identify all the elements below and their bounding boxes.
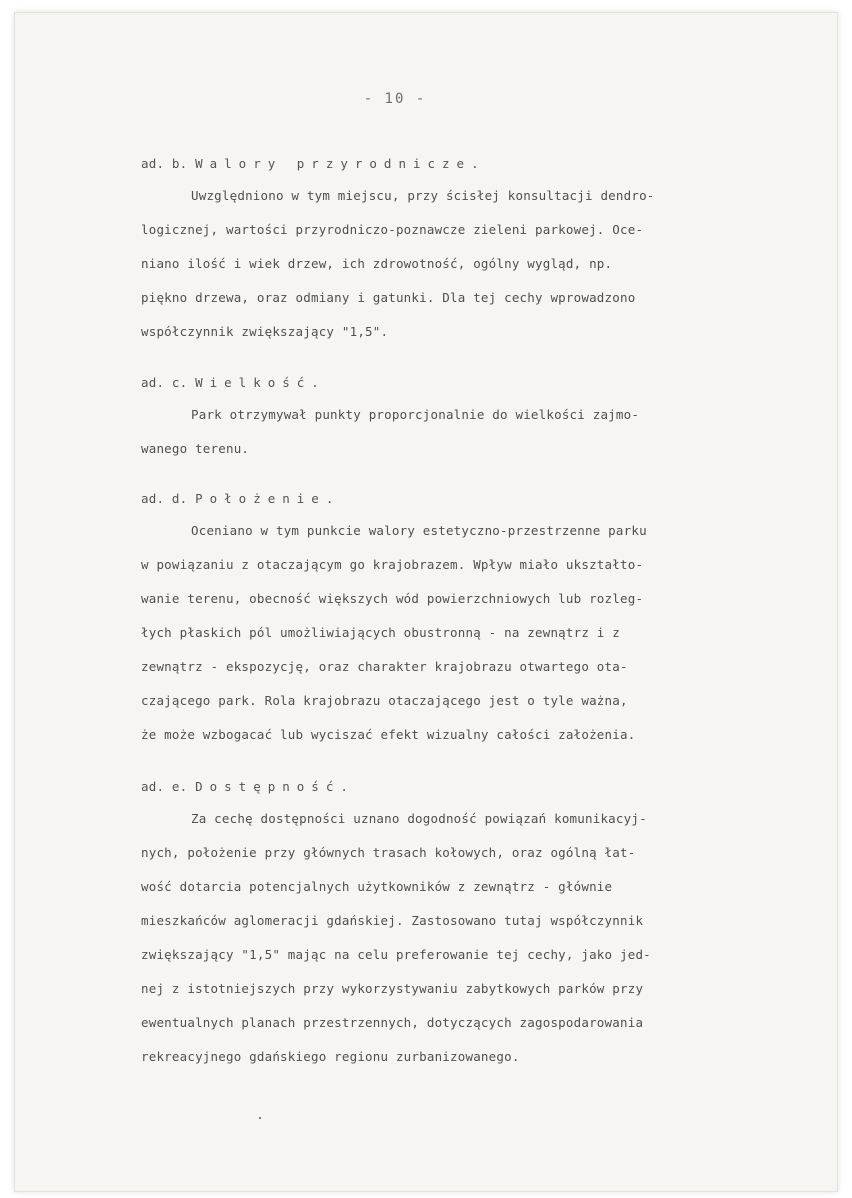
section-b-label: ad. b.	[141, 156, 188, 171]
section-e-line-8: rekreacyjnego gdańskiego regionu zurbanizowanego.	[141, 1049, 520, 1064]
section-d-line-4: łych płaskich pól umożliwiających obustronną - na zewnątrz i z	[141, 625, 620, 640]
section-d-heading	[141, 491, 340, 506]
section-c-title: Wielkość.	[195, 375, 326, 390]
section-e-line-1: Za cechę dostępności uznano dogodność powiązań komunikacyj-	[191, 811, 647, 826]
section-c-heading	[141, 375, 326, 390]
section-e-heading	[141, 779, 355, 794]
section-b-heading	[141, 156, 486, 171]
section-e-line-6: nej z istotniejszych przy wykorzystywaniu zabytkowych parków przy	[141, 981, 644, 996]
section-e-line-7: ewentualnych planach przestrzennych, dotyczących zagospodarowania	[141, 1015, 644, 1030]
section-b-line-5: współczynnik zwiększający "1,5".	[141, 324, 389, 339]
section-b-title: Walory przyrodnicze.	[195, 156, 486, 171]
section-d-line-3: wanie terenu, obecność większych wód powierzchniowych lub rozleg-	[141, 591, 644, 606]
section-c-line-1: Park otrzymywał punkty proporcjonalnie do wielkości zajmo-	[191, 407, 640, 422]
section-d-line-2: w powiązaniu z otaczającym go krajobrazem. Wpływ miało ukształto-	[141, 557, 644, 572]
paper-speck	[259, 1117, 261, 1119]
section-e-line-5: zwiększający "1,5" mając na celu preferowanie tej cechy, jako jed-	[141, 947, 651, 962]
section-e-line-3: wość dotarcia potencjalnych użytkowników z zewnątrz - głównie	[141, 879, 613, 894]
section-e-line-2: nych, położenie przy głównych trasach kołowych, oraz ogólną łat-	[141, 845, 636, 860]
section-c-label: ad. c.	[141, 375, 188, 390]
section-d-line-7: że może wzbogacać lub wyciszać efekt wizualny całości założenia.	[141, 727, 636, 742]
section-b-line-1: Uwzględniono w tym miejscu, przy ścisłej konsultacji dendro-	[191, 188, 655, 203]
section-d-line-1: Oceniano w tym punkcie walory estetyczno-przestrzenne parku	[191, 523, 647, 538]
section-b-line-3: niano ilość i wiek drzew, ich zdrowotność, ogólny wygląd, np.	[141, 256, 613, 271]
document-page	[14, 12, 838, 1192]
page-number: - 10 -	[363, 91, 427, 107]
section-d-line-6: czającego park. Rola krajobrazu otaczającego jest o tyle ważna,	[141, 693, 628, 708]
section-e-label: ad. e.	[141, 779, 188, 794]
section-e-line-4: mieszkańców aglomeracji gdańskiej. Zastosowano tutaj współczynnik	[141, 913, 644, 928]
section-b-line-4: piękno drzewa, oraz odmiany i gatunki. Dla tej cechy wprowadzono	[141, 290, 636, 305]
section-d-label: ad. d.	[141, 491, 188, 506]
section-c-line-2: wanego terenu.	[141, 441, 250, 456]
section-d-title: Położenie.	[195, 491, 341, 506]
section-e-title: Dostępność.	[195, 779, 355, 794]
section-d-line-5: zewnątrz - ekspozycję, oraz charakter krajobrazu otwartego ota-	[141, 659, 628, 674]
section-b-line-2: logicznej, wartości przyrodniczo-poznawcze zieleni parkowej. Oce-	[141, 222, 644, 237]
